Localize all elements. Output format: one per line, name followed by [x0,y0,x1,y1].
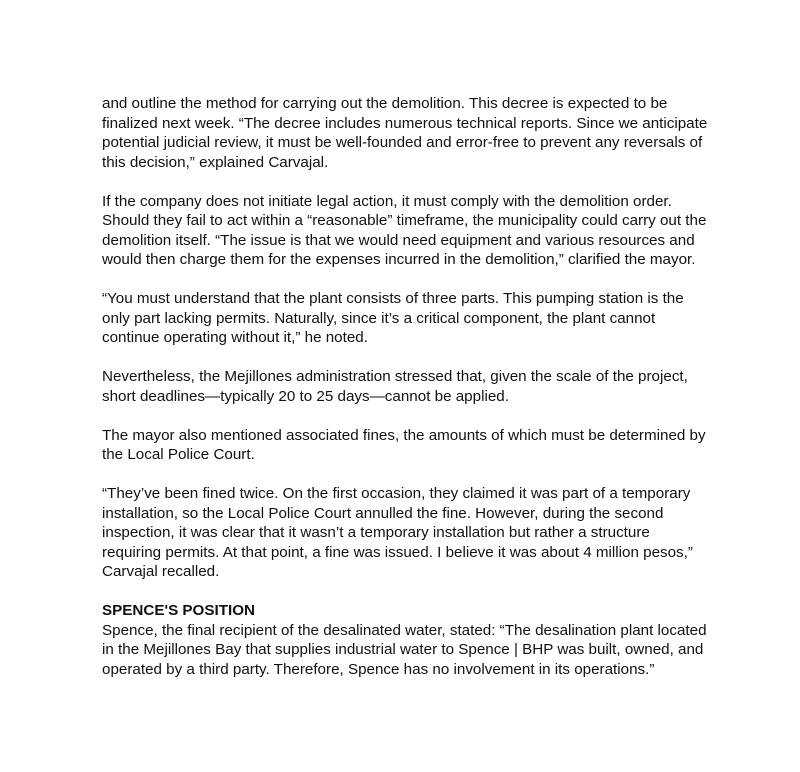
paragraph-fines: The mayor also mentioned associated fines, the amounts of which must be determined by the Local Police Court. [102,426,706,463]
paragraph-demolition-decree: and outline the method for carrying out the demolition. This decree is expected to be finalized next week. “The decree includes numerous technical reports. Since we anticipate potential judicial review, it must be well-founded and error-free to prevent any reversals of this decision,” explained Carvajal. [102,95,708,171]
paragraph-fined-twice: “They’ve been fined twice. On the first occasion, they claimed it was part of a temporary installation, so the Local Police Court annulled the fine. However, during the second inspection, it was clear that it wasn’t a temporary installation but rather a structure requiring permits. At that point, a fine was issued. I believe it was about 4 million pesos,” Carvajal recalled. [102,485,693,580]
paragraph-deadlines: Nevertheless, the Mejillones administration stressed that, given the scale of the project, short deadlines—typically 20 to 25 days—cannot be applied. [102,368,688,405]
paragraph-plant-parts: “You must understand that the plant consists of three parts. This pumping station is the only part lacking permits. Naturally, since it’s a critical component, the plant cannot continue operating without it,” he noted. [102,290,684,346]
article-body [102,94,712,699]
paragraph-legal-action: If the company does not initiate legal action, it must comply with the demolition order. Should they fail to act within a “reasonable” timeframe, the municipality could carry out the demolition itself. “The issue is that we would need equipment and various resources and would then charge them for the expenses incurred in the demolition,” clarified the mayor. [102,192,707,268]
paragraph-spence-statement: Spence, the final recipient of the desalinated water, stated: “The desalination plant located in the Mejillones Bay that supplies industrial water to Spence | BHP was built, owned, and operated by a third party. Therefore, Spence has no involvement in its operations.” [102,621,707,678]
section-heading: SPENCE'S POSITION [102,602,255,619]
